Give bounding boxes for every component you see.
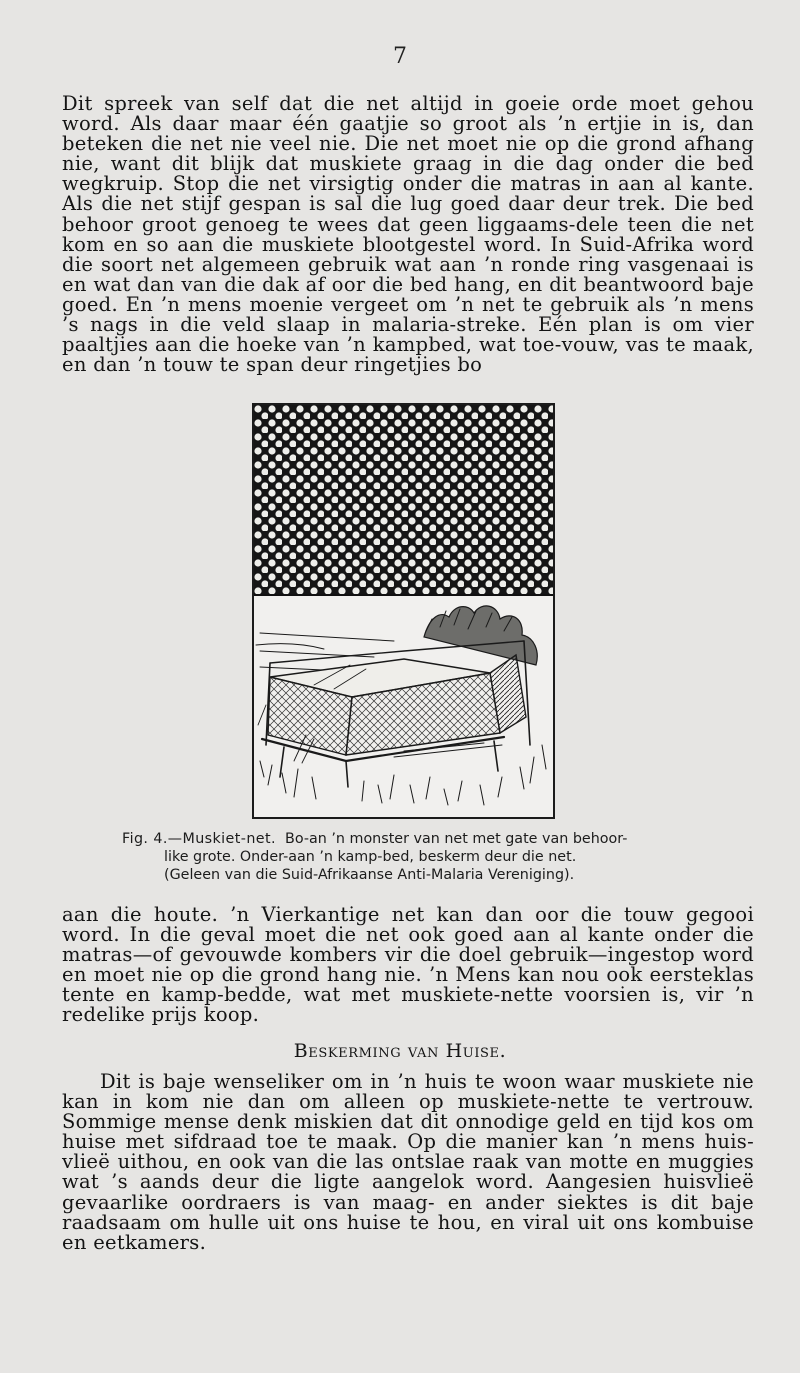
figure-caption-line-3: (Geleen van die Suid-Afrikaanse Anti-Malaria Vereniging). <box>164 867 575 883</box>
figure-illustration <box>254 405 553 817</box>
figure-caption-line-2: like grote. Onder-aan ’n kamp-bed, beskerm deur die net. <box>164 849 577 865</box>
paragraph-1: Dit spreek van self dat die net altijd in goeie orde moet gehou word. Als daar maar één gaatjie so groot als ’n ertjie in is, dan beteken die net nie veel nie. Die net moet nie op die grond afhang nie, want dit blijk dat muskiete graag in die dag onder die bed wegkruip. Stop die net virsigtig onder die matras in aan al kante. Als die net stijf gespan is sal die lug goed daar deur trek. Die bed behoor groot genoeg te wees dat geen liggaams-dele teen die net kom en so aan die muskiete blootgestel word. In Suid-Afrika word die soort net algemeen gebruik wat aan ’n ronde ring vasgenaai is en wat dan van die dak af oor die bed hang, en dit beantwoord baje goed. En ’n mens moenie vergeet om ’n net te gebruik als ’n mens ’s nags in die veld slaap in malaria-streke. Eén plan is om vier paaltjies aan die hoeke van ’n kampbed, wat toe-vouw, vas te maak, en dan ’n touw te span deur ringetjies bo <box>62 92 754 377</box>
camp-bed-drawing <box>256 606 546 805</box>
paragraph-2: aan die houte. ’n Vierkantige net kan dan oor die touw gegooi word. In die geval moet die net ook goed aan al kante onder die matras—of gevouwde kombers vir die doel gebruik—ingestop word en moet nie op die grond hang nie. ’n Mens kan nou ook eersteklas tente en kamp-bedde, wat met muskiete-nette voorsien is, vir ’n redelike prijs koop. <box>62 903 754 1027</box>
figure-caption-label: Fig. 4.—Muskiet-net. <box>122 831 276 847</box>
section-heading: Beskerming van Huise. <box>293 1040 507 1062</box>
net-sample <box>254 405 553 595</box>
figure-caption <box>122 830 702 884</box>
mosquito-net-figure <box>252 403 555 819</box>
page-number: 7 <box>393 44 407 69</box>
paragraph-3: Dit is baje wenseliker om in ’n huis te woon waar muskiete nie kan in kom nie dan om alleen op muskiete-nette te vertrouw. Sommige mense denk miskien dat dit onnodige geld en tijd kos om huise met sifdraad toe te maak. Op die manier kan ’n mens huis-vlieë uithou, en ook van die las ontslae raak van motte en muggies wat ’s aands deur die ligte aangelok word. Aangesien huisvlieë gevaarlike oordraers is van maag- en ander siektes is dit baje raadsaam om hulle uit ons huise te hou, en viral uit ons kombuise en eetkamers. <box>62 1070 754 1254</box>
figure-caption-line-1: Bo-an ’n monster van net met gate van behoor- <box>285 831 628 847</box>
